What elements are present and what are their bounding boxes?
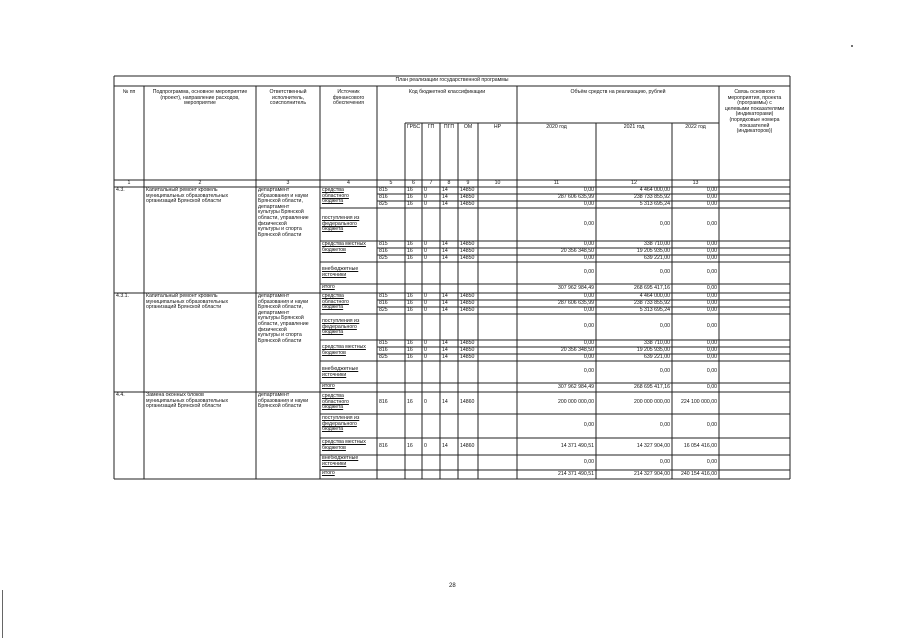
- cell-2022: 0,00: [706, 458, 717, 465]
- header-link: Связь основного мероприятия, проекта (программы) с целевыми показателями (индикаторами) (порядковые номера показателей (индикаторов)): [724, 89, 785, 135]
- cell-2021: 238 733 855,92: [633, 300, 670, 306]
- header-col-number: 12: [631, 180, 637, 186]
- cell-pgp: 0: [424, 399, 427, 405]
- cell-nr: 14850: [460, 300, 475, 306]
- cell-pgp: 0: [424, 347, 427, 353]
- cell-2022: 0,00: [706, 194, 717, 200]
- cell-2021: 268 695 417,16: [633, 383, 670, 390]
- cell-om: 14: [442, 340, 448, 346]
- cell-om: 14: [442, 307, 448, 313]
- cell-2022: 0,00: [706, 347, 717, 353]
- cell-2020: 0,00: [583, 293, 594, 299]
- cell-2020: 307 962 984,49: [557, 284, 594, 291]
- cell-2021: 214 327 904,00: [633, 470, 670, 477]
- cell-2021: 0,00: [659, 269, 670, 275]
- scan-dot: [851, 45, 853, 47]
- cell-grbs: 816: [379, 347, 388, 353]
- cell-gp: 16: [407, 340, 413, 346]
- cell-pgp: 0: [424, 201, 427, 207]
- cell-grbs: 816: [379, 194, 388, 200]
- cell-gp: 16: [407, 293, 413, 299]
- cell-2022: 0,00: [706, 323, 717, 329]
- cell-om: 14: [442, 347, 448, 353]
- cell-2022: 0,00: [706, 368, 717, 374]
- cell-2021: 4 464 000,00: [639, 293, 670, 299]
- header-sub-col: 2021 год: [623, 124, 645, 130]
- cell-pgp: 0: [424, 307, 427, 313]
- header-col-number: 9: [466, 180, 470, 186]
- cell-2020: 0,00: [583, 354, 594, 360]
- cell-2021: 5 313 695,24: [639, 201, 670, 207]
- cell-2020: 0,00: [583, 255, 594, 261]
- cell-gp: 16: [407, 201, 413, 207]
- header-col-number: 10: [494, 180, 501, 186]
- cell-2022: 0,00: [706, 300, 717, 306]
- cell-2021: 19 205 935,00: [636, 248, 670, 254]
- cell-2020: 0,00: [583, 323, 594, 329]
- cell-2020: 0,00: [583, 220, 594, 227]
- cell-nr: 14850: [460, 201, 475, 207]
- header-col-number: 13: [692, 180, 699, 186]
- cell-2022: 0,00: [706, 293, 717, 299]
- cell-nr: 14850: [460, 241, 475, 247]
- cell-nr: 14850: [460, 307, 475, 313]
- cell-2022: 224 100 000,00: [680, 399, 717, 405]
- cell-2020: 0,00: [583, 340, 594, 346]
- header-source: Источник финансового обеспечения: [332, 89, 365, 107]
- cell-gp: 16: [407, 194, 413, 200]
- cell-2022: 0,00: [706, 269, 717, 275]
- cell-nr: 14850: [460, 354, 475, 360]
- cell-2020: 0,00: [583, 269, 594, 275]
- row-name: Капитальный ремонт кровель муниципальных образовательных организаций Брянской области: [146, 293, 229, 311]
- cell-grbs: 816: [379, 399, 388, 405]
- header-sub-col: 2022 год: [685, 124, 706, 130]
- source-federal: поступления из федерального бюджета: [322, 215, 360, 233]
- cell-2020: 0,00: [583, 307, 594, 313]
- cell-gp: 16: [407, 248, 413, 254]
- cell-grbs: 825: [379, 255, 388, 261]
- header-sub-col: 2020 год: [546, 124, 567, 130]
- header-col-number: 11: [553, 180, 560, 186]
- cell-2020: 0,00: [583, 201, 594, 207]
- cell-gp: 16: [407, 300, 413, 306]
- cell-pgp: 0: [424, 442, 427, 449]
- plan-title: План реализации государственной программы: [395, 77, 509, 83]
- cell-gp: 16: [407, 347, 413, 353]
- cell-om: 14: [442, 194, 448, 200]
- cell-pgp: 0: [424, 248, 427, 254]
- row-number: 4.3.1.: [116, 293, 129, 299]
- cell-2021: 338 710,00: [644, 241, 670, 247]
- row-number: 4.3.: [116, 187, 125, 193]
- cell-2022: 0,00: [706, 422, 717, 428]
- cell-2020: 214 371 490,51: [557, 470, 594, 477]
- cell-grbs: 815: [379, 340, 388, 346]
- row-number: 4.4.: [116, 392, 125, 398]
- cell-2021: 0,00: [659, 422, 670, 428]
- cell-2022: 0,00: [706, 241, 717, 247]
- header-num: № пп: [122, 89, 136, 95]
- source-federal: поступления из федерального бюджета: [322, 318, 360, 336]
- header-col-number: 8: [447, 180, 451, 186]
- source-federal: поступления из федерального бюджета: [322, 415, 360, 433]
- cell-grbs: 825: [379, 201, 388, 207]
- cell-om: 14: [442, 293, 448, 299]
- cell-grbs: 825: [379, 354, 388, 360]
- source-extra: внебюджетные источники: [322, 455, 359, 467]
- header-col-number: 2: [198, 180, 202, 186]
- header-col-number: 4: [347, 180, 350, 186]
- source-region: средства областного бюджета: [322, 293, 349, 311]
- header-sub-col: ГРБС: [406, 124, 421, 130]
- cell-grbs: 825: [379, 307, 388, 313]
- header-col-number: 6: [412, 180, 415, 186]
- cell-grbs: 816: [379, 300, 388, 306]
- cell-2021: 338 710,00: [644, 340, 670, 346]
- cell-pgp: 0: [424, 340, 427, 346]
- cell-2021: 4 464 000,00: [639, 187, 670, 193]
- cell-nr: 14850: [460, 347, 475, 353]
- header-col-number: 7: [429, 180, 433, 186]
- cell-2020: 200 000 000,00: [557, 399, 594, 405]
- cell-2020: 0,00: [583, 458, 594, 465]
- cell-grbs: 816: [379, 248, 388, 254]
- cell-grbs: 816: [379, 442, 388, 449]
- cell-2022: 16 054 416,00: [683, 442, 717, 449]
- header-volume: Объём средств на реализацию, рублей: [570, 89, 666, 95]
- cell-pgp: 0: [424, 255, 427, 261]
- cell-2022: 0,00: [706, 383, 717, 390]
- cell-grbs: 815: [379, 241, 388, 247]
- header-budget-code: Код бюджетной классификации: [408, 89, 486, 95]
- row-responsible: департамент образования и науки Брянской области: [258, 392, 309, 410]
- source-region: средства областного бюджета: [322, 187, 349, 205]
- cell-grbs: 815: [379, 293, 388, 299]
- cell-pgp: 0: [424, 293, 427, 299]
- header-sub-col: ОМ: [463, 124, 473, 130]
- row-responsible: департамент образования и науки Брянской области, департамент культуры Брянской области, управление физической культуры и спорта Брянской области: [258, 293, 309, 344]
- cell-nr: 14860: [460, 442, 475, 449]
- cell-2021: 200 000 000,00: [633, 399, 670, 405]
- cell-pgp: 0: [424, 241, 427, 247]
- source-local: средства местных бюджетов: [322, 241, 366, 253]
- cell-2020: 287 606 635,99: [557, 194, 594, 200]
- header-sub-col: ГП: [427, 124, 435, 130]
- cell-2022: 240 154 416,00: [680, 470, 717, 477]
- cell-om: 14: [442, 241, 448, 247]
- cell-2022: 0,00: [706, 284, 717, 291]
- cell-2021: 19 205 935,00: [636, 347, 670, 353]
- cell-grbs: 815: [379, 187, 388, 193]
- cell-om: 14: [442, 442, 448, 449]
- cell-2021: 639 221,00: [644, 255, 670, 261]
- cell-nr: 14850: [460, 293, 475, 299]
- row-responsible: департамент образования и науки Брянской области, департамент культуры Брянской области, управление физической культуры и спорта Брянской области: [258, 187, 309, 238]
- header-sub-col: ПГП: [443, 124, 455, 130]
- cell-2020: 0,00: [583, 187, 594, 193]
- cell-2021: 639 221,00: [644, 354, 670, 360]
- cell-2020: 287 606 635,99: [557, 300, 594, 306]
- source-local: средства местных бюджетов: [322, 439, 366, 451]
- header-col-number: 5: [389, 180, 393, 186]
- cell-om: 14: [442, 187, 448, 193]
- header-col-number: 1: [127, 180, 131, 186]
- cell-gp: 16: [407, 354, 413, 360]
- cell-om: 14: [442, 255, 448, 261]
- cell-2022: 0,00: [706, 187, 717, 193]
- cell-2020: 20 356 348,50: [560, 347, 594, 353]
- source-total: итого: [322, 383, 335, 389]
- cell-nr: 14860: [460, 399, 475, 405]
- cell-om: 14: [442, 399, 448, 405]
- cell-2022: 0,00: [706, 354, 717, 360]
- cell-2020: 14 371 490,51: [560, 442, 594, 449]
- cell-nr: 14850: [460, 187, 475, 193]
- cell-2022: 0,00: [706, 255, 717, 261]
- cell-2021: 238 733 855,92: [633, 194, 670, 200]
- cell-nr: 14850: [460, 248, 475, 254]
- cell-2021: 268 695 417,16: [633, 284, 670, 291]
- source-total: итого: [322, 470, 335, 476]
- cell-2021: 0,00: [659, 458, 670, 465]
- cell-om: 14: [442, 354, 448, 360]
- cell-2022: 0,00: [706, 340, 717, 346]
- cell-om: 14: [442, 201, 448, 207]
- cell-gp: 16: [407, 442, 413, 449]
- source-extra: внебюджетные источники: [322, 366, 359, 378]
- cell-2020: 307 962 984,49: [557, 383, 594, 390]
- cell-om: 14: [442, 300, 448, 306]
- cell-2020: 0,00: [583, 241, 594, 247]
- source-total: итого: [322, 284, 335, 290]
- cell-2022: 0,00: [706, 201, 717, 207]
- cell-2021: 14 327 904,00: [636, 442, 670, 449]
- source-local: средства местных бюджетов: [322, 344, 366, 356]
- header-sub-col: НР: [493, 124, 502, 130]
- cell-2021: 0,00: [659, 368, 670, 374]
- source-extra: внебюджетные источники: [322, 266, 359, 278]
- cell-pgp: 0: [424, 354, 427, 360]
- cell-2020: 20 356 348,50: [560, 248, 594, 254]
- cell-gp: 16: [407, 241, 413, 247]
- cell-2022: 0,00: [706, 307, 717, 313]
- cell-gp: 16: [407, 255, 413, 261]
- cell-om: 14: [442, 248, 448, 254]
- cell-2022: 0,00: [706, 248, 717, 254]
- cell-2022: 0,00: [706, 220, 717, 227]
- source-region: средства областного бюджета: [322, 393, 349, 411]
- header-col-number: 3: [286, 180, 290, 186]
- cell-gp: 16: [407, 399, 413, 405]
- cell-2021: 0,00: [659, 220, 670, 227]
- row-name: Капитальный ремонт кровель муниципальных образовательных организаций Брянской области: [146, 187, 229, 205]
- cell-pgp: 0: [424, 194, 427, 200]
- cell-2020: 0,00: [583, 422, 594, 428]
- row-name: Замена оконных блоков муниципальных образовательных организаций Брянской области: [146, 392, 229, 410]
- cell-2021: 0,00: [659, 323, 670, 329]
- cell-gp: 16: [407, 187, 413, 193]
- scan-edge-mark: [2, 590, 3, 638]
- cell-pgp: 0: [424, 187, 427, 193]
- cell-nr: 14850: [460, 340, 475, 346]
- header-subprogram: Подпрограмма, основное мероприятие (проект), направление расходов, мероприятие: [152, 89, 248, 107]
- header-responsible: Ответственный исполнитель, соисполнитель: [269, 89, 307, 107]
- cell-nr: 14850: [460, 194, 475, 200]
- cell-pgp: 0: [424, 300, 427, 306]
- cell-nr: 14850: [460, 255, 475, 261]
- cell-gp: 16: [407, 307, 413, 313]
- page-number: 28: [449, 583, 456, 589]
- cell-2021: 5 313 695,24: [639, 307, 670, 313]
- cell-2020: 0,00: [583, 368, 594, 374]
